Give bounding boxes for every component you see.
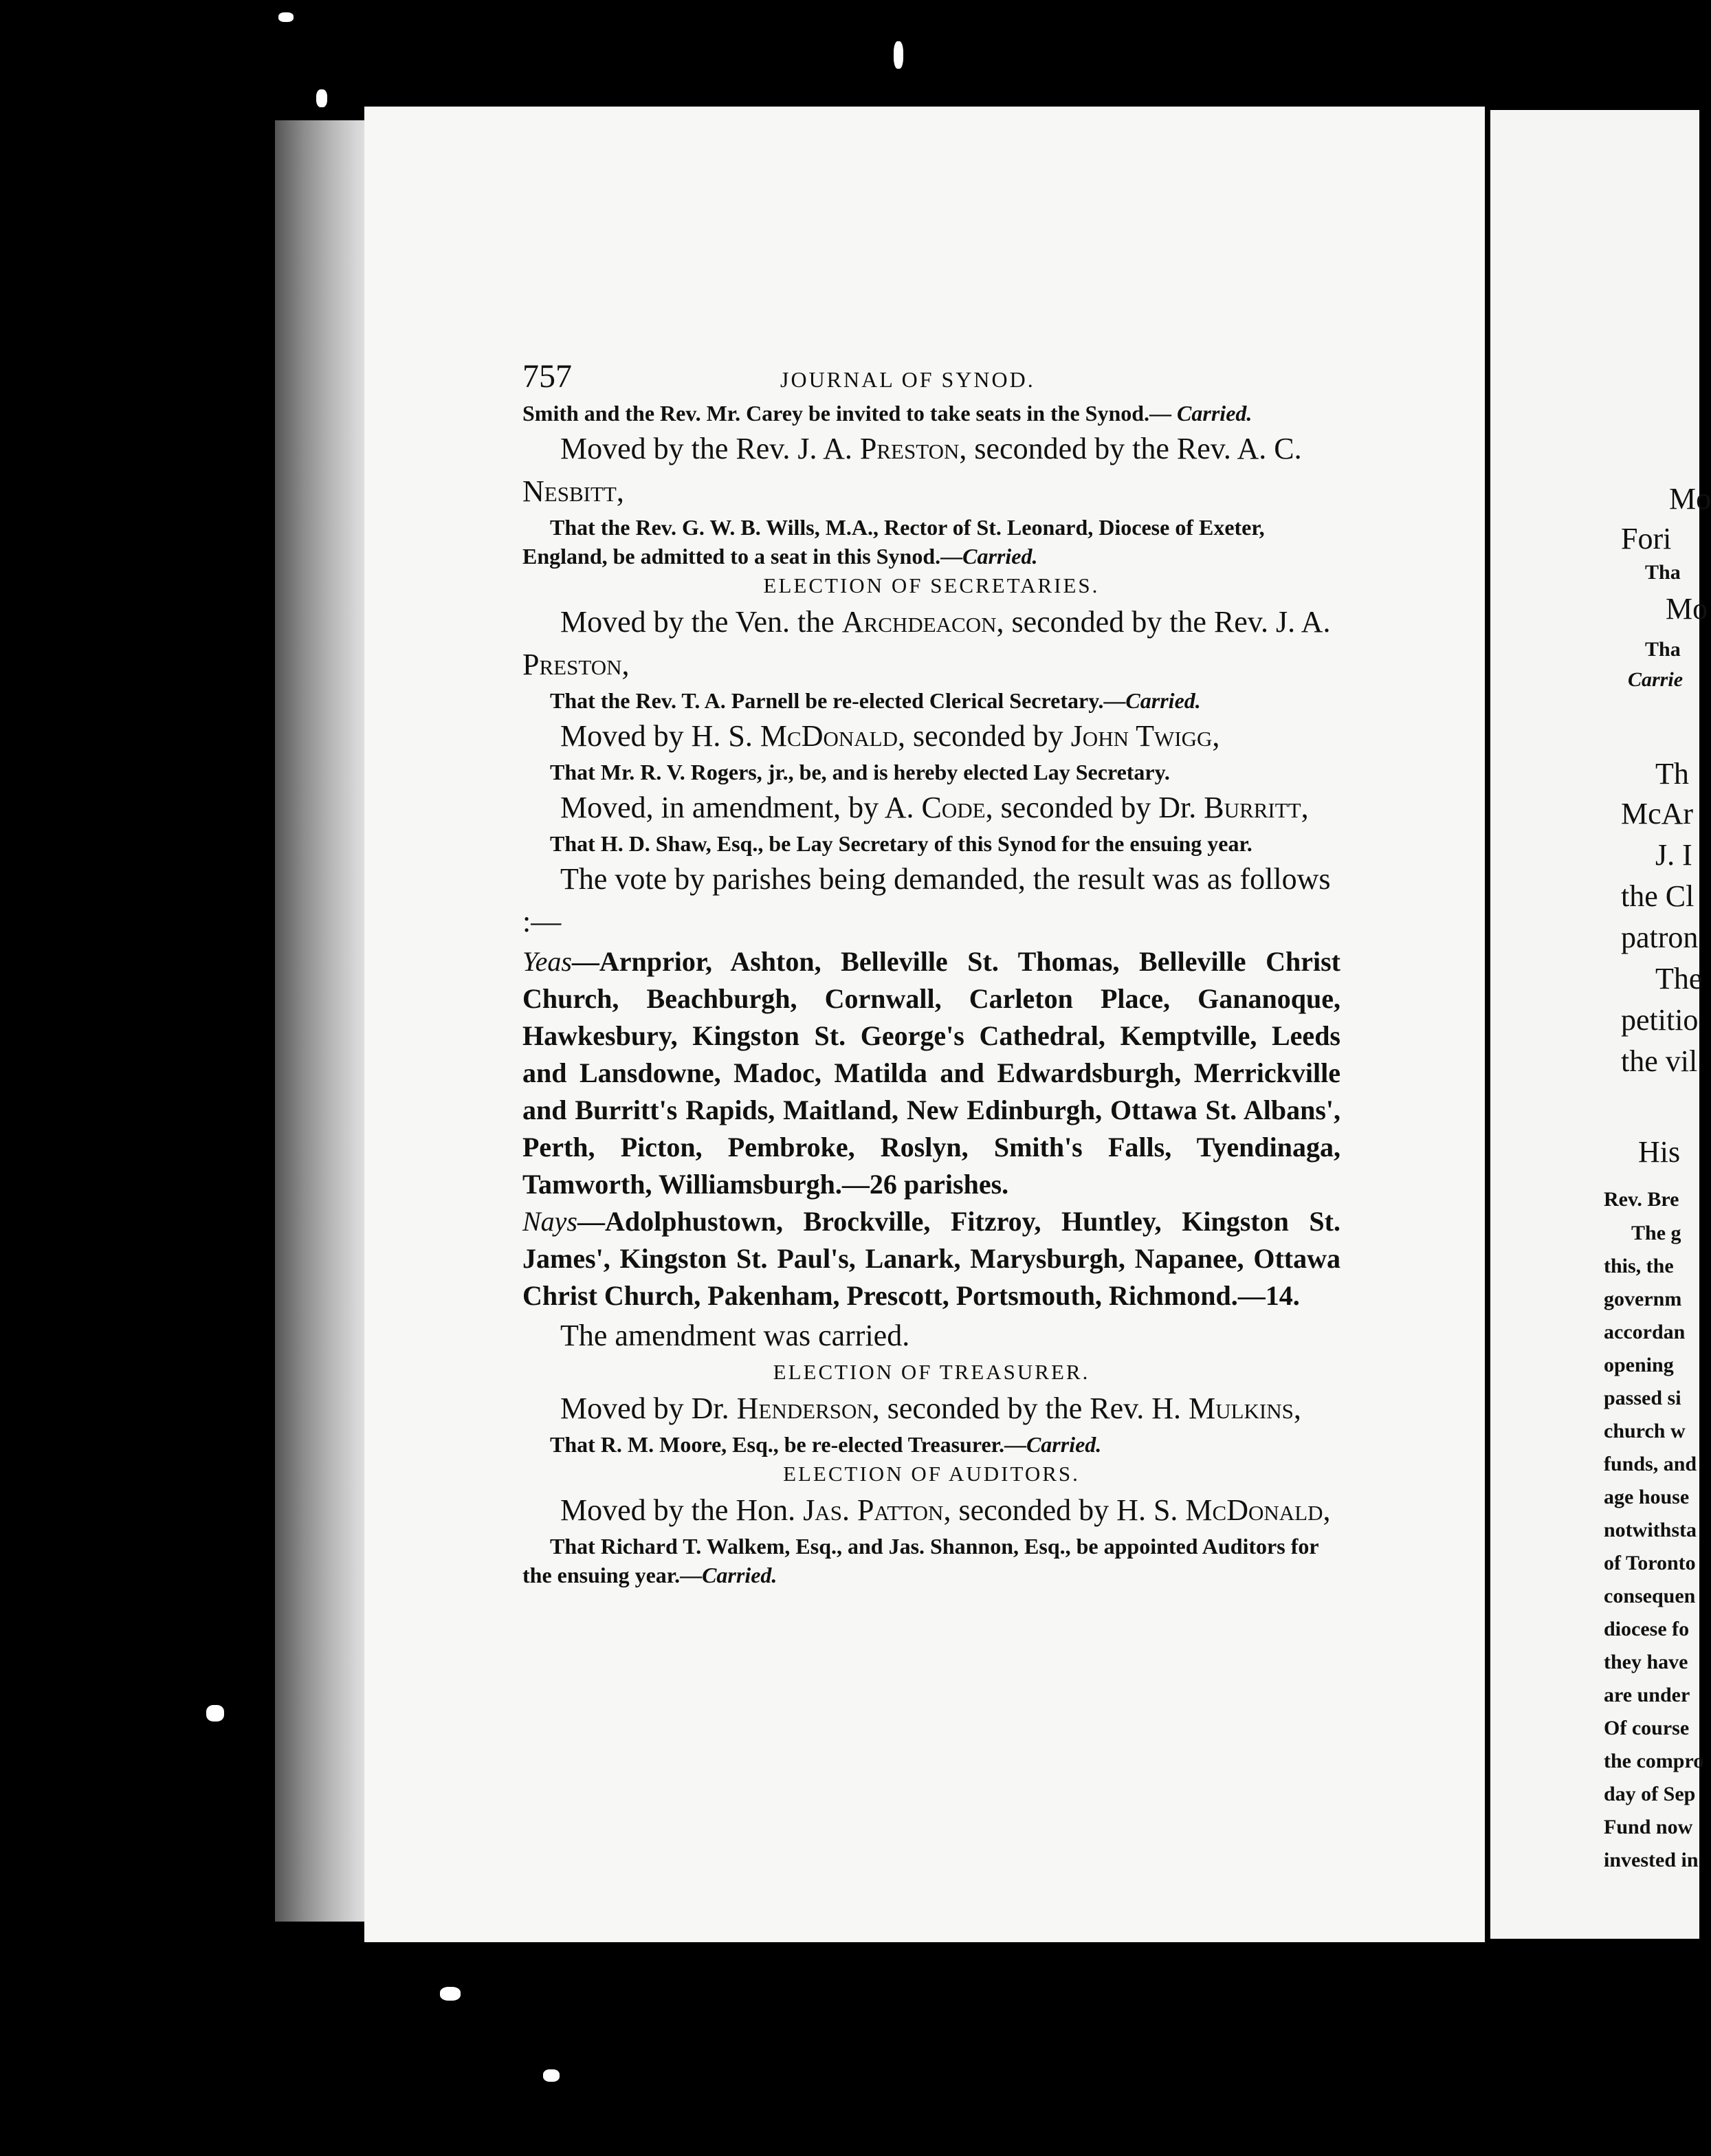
resolution: That R. M. Moore, Esq., be re-elected Treasurer.—Carried. xyxy=(550,1432,1102,1457)
text-fragment: this, the xyxy=(1604,1255,1674,1277)
text-fragment: governm xyxy=(1604,1288,1682,1310)
motion: Moved, in amendment, by A. Code, seconded by Dr. Burritt, xyxy=(560,791,1309,824)
text-fragment: are under xyxy=(1604,1684,1690,1706)
text-fragment: petitio xyxy=(1621,1003,1699,1037)
motion: Moved by the Hon. Jas. Patton, seconded by H. S. McDonald, xyxy=(560,1493,1331,1527)
text-fragment: passed si xyxy=(1604,1387,1681,1409)
motion: Moved by H. S. McDonald, seconded by John Twigg, xyxy=(560,719,1220,753)
text-fragment: Rev. Bre xyxy=(1604,1188,1679,1211)
page-number: 757 xyxy=(522,358,572,395)
resolution: That Richard T. Walkem, Esq., and Jas. Shannon, Esq., be appointed Auditors for the ensuing year.—Carried. xyxy=(522,1534,1318,1587)
text-fragment: the Cl xyxy=(1621,879,1695,913)
text-fragment: church w xyxy=(1604,1420,1686,1442)
text-fragment: the vil xyxy=(1621,1044,1698,1078)
scan-speck xyxy=(543,2069,560,2082)
text-fragment: invested in xyxy=(1604,1849,1699,1871)
text-fragment: The g xyxy=(1631,1222,1681,1244)
text-fragment: Tha xyxy=(1645,561,1681,584)
text-fragment: of Toronto xyxy=(1604,1552,1696,1574)
text-fragment: patron xyxy=(1621,921,1699,954)
text-fragment: The xyxy=(1655,962,1703,996)
section-heading: ELECTION OF SECRETARIES. xyxy=(763,573,1100,597)
text-fragment: notwithsta xyxy=(1604,1519,1697,1541)
text-fragment: accordan xyxy=(1604,1321,1686,1343)
text-fragment: they have xyxy=(1604,1651,1688,1673)
nays-list: Nays—Adolphustown, Brockville, Fitzroy, Huntley, Kingston St. James', Kingston St. Paul's, Lanark, Marysburgh, Napanee, Ottawa Christ Church, Pakenham, Prescott, Portsmouth, Richmond.—14. xyxy=(522,1206,1340,1311)
text-fragment: J. I xyxy=(1655,838,1692,872)
paragraph: Smith and the Rev. Mr. Carey be invited to take seats in the Synod.— Carried. xyxy=(522,401,1252,426)
left-page-text xyxy=(522,358,1340,1590)
paragraph: The amendment was carried. xyxy=(560,1319,910,1352)
scan-speck xyxy=(316,89,327,107)
text-fragment: consequen xyxy=(1604,1585,1696,1607)
yeas-list: Yeas—Arnprior, Ashton, Belleville St. Thomas, Belleville Christ Church, Beachburgh, Cornwall, Carleton Place, Gananoque, Hawkesbury, Kingston St. George's Cathedral, Kemptville, Leeds and Lansdowne, Madoc, Matilda and Edwardsburgh, Merrickville and Burritt's Rapids, Maitland, New Edinburgh, Ottawa St. Albans', Perth, Picton, Pembroke, Roslyn, Smith's Falls, Tyendinaga, Tamworth, Williamsburgh.—26 parishes. xyxy=(522,946,1340,1200)
resolution: That the Rev. G. W. B. Wills, M.A., Rector of St. Leonard, Diocese of Exeter, England, be admitted to a seat in this Synod.—Carried. xyxy=(522,515,1265,569)
text-fragment: Fori xyxy=(1621,522,1672,556)
paragraph: The vote by parishes being demanded, the result was as follows :— xyxy=(522,862,1331,938)
text-fragment: age house xyxy=(1604,1486,1690,1508)
scan-speck xyxy=(894,41,903,69)
resolution: That H. D. Shaw, Esq., be Lay Secretary of this Synod for the ensuing year. xyxy=(550,831,1252,856)
page-header xyxy=(522,358,1340,399)
right-page xyxy=(1490,110,1711,1939)
motion: Moved by the Rev. J. A. Preston, seconded by the Rev. A. C. Nesbitt, xyxy=(522,432,1302,508)
scan-speck xyxy=(440,1987,461,2001)
text-fragment: funds, and xyxy=(1604,1453,1697,1475)
text-fragment: the compro xyxy=(1604,1750,1704,1772)
section-heading: ELECTION OF AUDITORS. xyxy=(783,1462,1080,1486)
scan-speck xyxy=(206,1705,224,1722)
resolution: That Mr. R. V. Rogers, jr., be, and is hereby elected Lay Secretary. xyxy=(550,760,1170,784)
text-fragment: Mo xyxy=(1669,482,1711,516)
text-fragment: Fund now xyxy=(1604,1816,1693,1838)
text-fragment: diocese fo xyxy=(1604,1618,1690,1640)
text-fragment: Of course xyxy=(1604,1717,1690,1739)
motion: Moved by the Ven. the Archdeacon, seconded by the Rev. J. A. Preston, xyxy=(522,605,1331,681)
text-fragment: Tha xyxy=(1645,638,1681,661)
text-fragment: Mo xyxy=(1666,592,1708,626)
text-fragment: Carrie xyxy=(1628,668,1684,691)
scan-speck xyxy=(278,12,294,22)
text-fragment: Th xyxy=(1655,757,1689,791)
text-fragment: His xyxy=(1638,1135,1681,1169)
section-heading: ELECTION OF TREASURER. xyxy=(773,1360,1090,1384)
running-title: JOURNAL OF SYNOD. xyxy=(780,367,1035,392)
motion: Moved by Dr. Henderson, seconded by the Rev. H. Mulkins, xyxy=(560,1392,1301,1425)
text-fragment: day of Sep xyxy=(1604,1783,1696,1805)
resolution: That the Rev. T. A. Parnell be re-elected Clerical Secretary.—Carried. xyxy=(550,688,1201,713)
text-fragment: McAr xyxy=(1621,797,1694,830)
text-fragment: opening xyxy=(1604,1354,1674,1376)
